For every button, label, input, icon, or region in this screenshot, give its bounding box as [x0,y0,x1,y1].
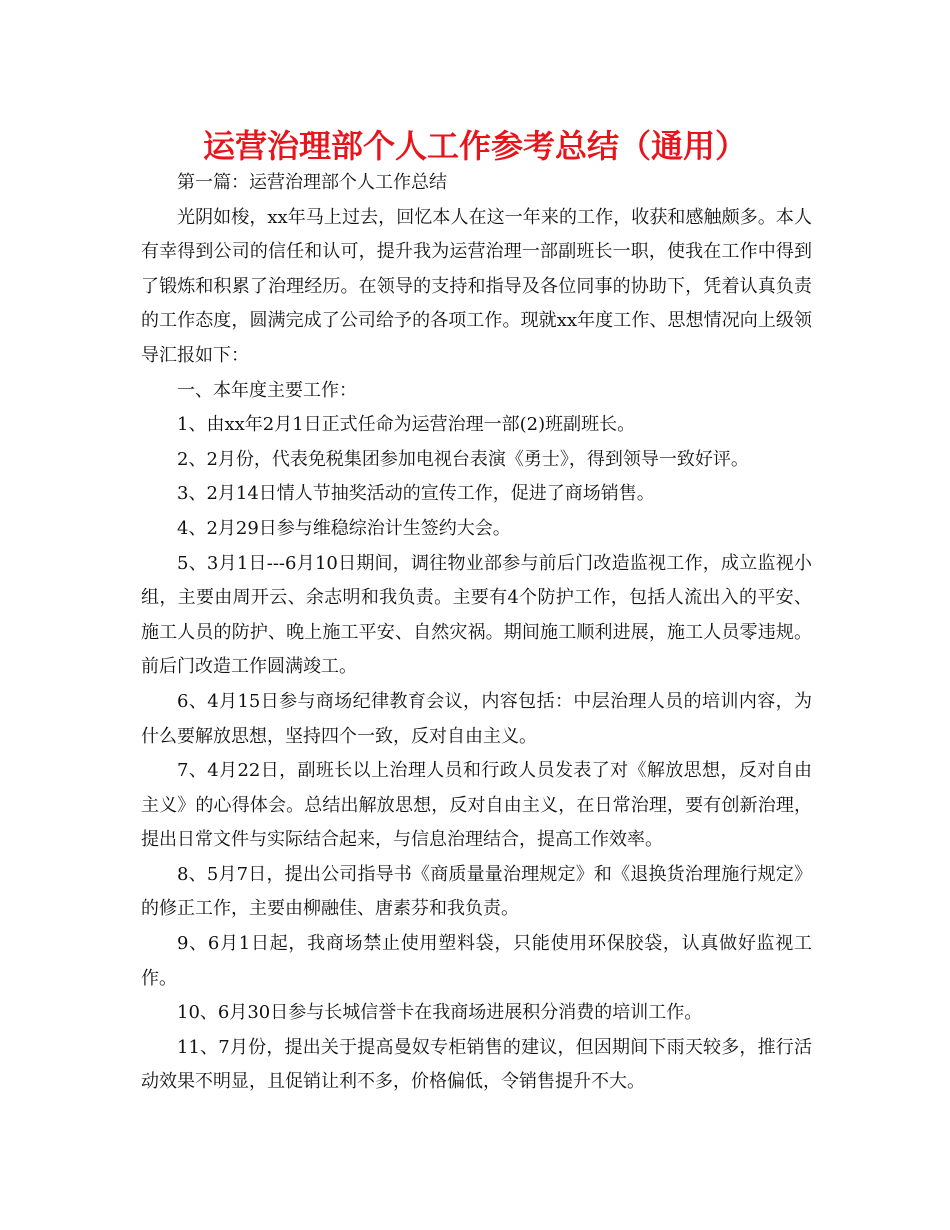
list-item: 2、2月份，代表免税集团参加电视台表演《勇士》，得到领导一致好评。 [177,448,749,470]
list-item: 6、4月15日参与商场纪律教育会议，内容包括：中层治理人员的培训内容，为什么要解放思想，坚持四个一致，反对自由主义。 [141,690,812,747]
list-item: 3、2月14日情人节抽奖活动的宣传工作，促进了商场销售。 [177,483,655,505]
section-heading: 第一篇：运营治理部个人工作总结 [177,172,447,193]
document-body [141,166,812,1100]
list-item: 5、3月1日---6月10日期间，调往物业部参与前后门改造监视工作，成立监视小组，主要由周开云、余志明和我负责。主要有4个防护工作，包括人流出入的平安、施工人员的防护、晚上施工平安、自然灾祸。期间施工顺利进展，施工人员零违规。前后门改造工作圆满竣工。 [141,552,812,678]
list-item: 11、7月份，提出关于提高曼奴专柜销售的建议，但因期间下雨天较多，推行活动效果不明显，且促销让利不多，价格偏低，令销售提升不大。 [141,1036,812,1093]
paragraph: 一、本年度主要工作： [177,379,357,401]
list-item: 4、2月29日参与维稳综治计生签约大会。 [177,517,511,539]
list-item: 8、5月7日，提出公司指导书《商质量量治理规定》和《退换货治理施行规定》的修正工作，主要由柳融佳、唐素芬和我负责。 [141,863,812,920]
list-item: 1、由xx年2月1日正式任命为运营治理一部(2)班副班长。 [177,414,636,436]
list-item: 10、6月30日参与长城信誉卡在我商场进展积分消费的培训工作。 [177,1002,703,1024]
list-item: 7、4月22日，副班长以上治理人员和行政人员发表了对《解放思想，反对自由主义》的心得体会。总结出解放思想，反对自由主义，在日常治理，要有创新治理，提出日常文件与实际结合起来，与信息治理结合，提高工作效率。 [141,760,812,851]
paragraph: 光阴如梭，xx年马上过去，回忆本人在这一年来的工作，收获和感触颇多。本人有幸得到公司的信任和认可，提升我为运营治理一部副班长一职，使我在工作中得到了锻炼和积累了治理经历。在领导的支持和指导及各位同事的协助下，凭着认真负责的工作态度，圆满完成了公司给予的各项工作。现就xx年度工作、思想情况向上级领导汇报如下： [141,206,812,366]
document-title: 运营治理部个人工作参考总结（通用） [202,127,747,165]
list-item: 9、6月1日起，我商场禁止使用塑料袋，只能使用环保胶袋，认真做好监视工作。 [141,933,812,989]
